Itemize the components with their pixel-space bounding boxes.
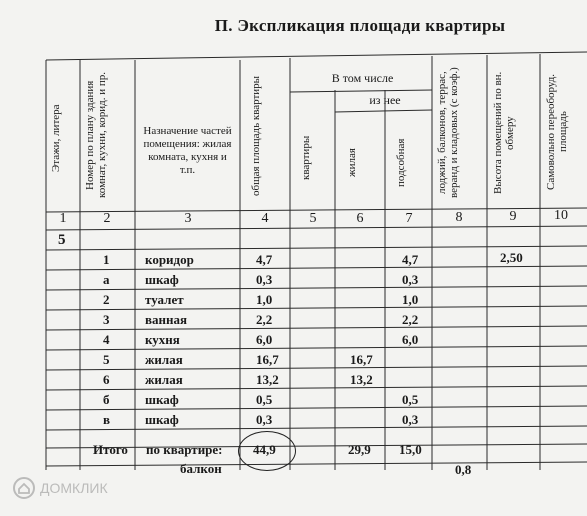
row-number: б: [103, 392, 110, 407]
header-total-area: общая площадь квартиры: [250, 75, 262, 197]
row-number: 6: [103, 372, 110, 387]
header-living: жилая: [346, 148, 358, 178]
page-title: П. Экспликация площади квартиры: [214, 16, 506, 35]
row-purpose: шкаф: [145, 272, 179, 287]
header-height: Высота помещений по вн. обмеру: [492, 71, 516, 195]
row-aux-area: 0,3: [402, 272, 419, 287]
row-purpose: жилая: [145, 352, 183, 367]
row-total-area: 0,3: [256, 272, 273, 287]
header-of-it: из нее: [369, 93, 401, 107]
row-number: 2: [103, 292, 110, 307]
col-number: 1: [59, 211, 67, 226]
row-aux-area: 1,0: [402, 292, 419, 307]
row-purpose: шкаф: [145, 412, 179, 427]
col-number: 4: [261, 211, 269, 226]
row-total-area: 0,3: [256, 412, 273, 427]
header-floor: Этажи, литера: [50, 104, 62, 172]
totals-desc: по квартире:: [146, 442, 223, 457]
row-number: 4: [103, 332, 110, 347]
row-number: 3: [103, 312, 110, 327]
row-purpose: жилая: [145, 372, 183, 387]
header-unauthorized: Самовольно переоборуд. площадь: [545, 73, 569, 191]
row-aux-area: 0,3: [402, 412, 419, 427]
col-number: 10: [554, 208, 568, 223]
row-total-area: 6,0: [256, 332, 273, 347]
row-total-area: 13,2: [256, 372, 279, 387]
row-purpose: кухня: [145, 332, 180, 347]
row-living-area: 16,7: [350, 352, 373, 367]
header-apartment: квартиры: [300, 135, 312, 181]
row-number: в: [103, 412, 111, 427]
balcony-value: 0,8: [455, 462, 472, 477]
totals-label: Итого: [93, 442, 128, 457]
row-height: 2,50: [500, 250, 523, 265]
row-number: 1: [103, 252, 110, 267]
row-purpose: коридор: [145, 252, 194, 267]
row-number: 5: [103, 352, 110, 367]
col-number: 5: [309, 211, 317, 226]
row-aux-area: 0,5: [402, 392, 419, 407]
floor-value: 5: [58, 232, 66, 248]
house-logo-icon: [12, 476, 36, 500]
col-number: 8: [455, 210, 463, 225]
totals-aux: 15,0: [399, 442, 422, 457]
row-living-area: 13,2: [350, 372, 373, 387]
balcony-label: балкон: [180, 461, 222, 476]
row-total-area: 0,5: [256, 392, 273, 407]
header-including: В том числе: [331, 71, 394, 85]
row-aux-area: 2,2: [402, 312, 419, 327]
row-number: а: [103, 272, 110, 287]
col-number: 2: [103, 211, 111, 226]
watermark: [12, 476, 108, 500]
totals-total: 44,9: [253, 442, 276, 457]
row-purpose: шкаф: [145, 392, 179, 407]
row-total-area: 1,0: [256, 292, 273, 307]
header-purpose: Назначение частей помещения: жилая комната, кухня и т.п.: [143, 125, 232, 176]
header-auxiliary: подсобная: [395, 138, 407, 188]
row-total-area: 2,2: [256, 312, 273, 327]
col-number: 7: [405, 211, 413, 226]
col-number: 9: [509, 209, 517, 224]
row-aux-area: 4,7: [402, 252, 419, 267]
row-total-area: 4,7: [256, 252, 273, 267]
col-number: 3: [184, 211, 192, 226]
row-purpose: туалет: [145, 292, 184, 307]
totals-living: 29,9: [348, 442, 371, 457]
row-purpose: ванная: [145, 312, 188, 327]
col-number: 6: [356, 211, 364, 226]
row-aux-area: 6,0: [402, 332, 419, 347]
watermark-text: ДОМКЛИК: [40, 480, 108, 496]
header-balconies: лоджий, балконов, террас, веранд и кладовых (с коэф.): [436, 67, 460, 199]
header-room-number: Номер по плану здания комнат, кухни, корид. и пр.: [84, 72, 108, 199]
row-total-area: 16,7: [256, 352, 279, 367]
